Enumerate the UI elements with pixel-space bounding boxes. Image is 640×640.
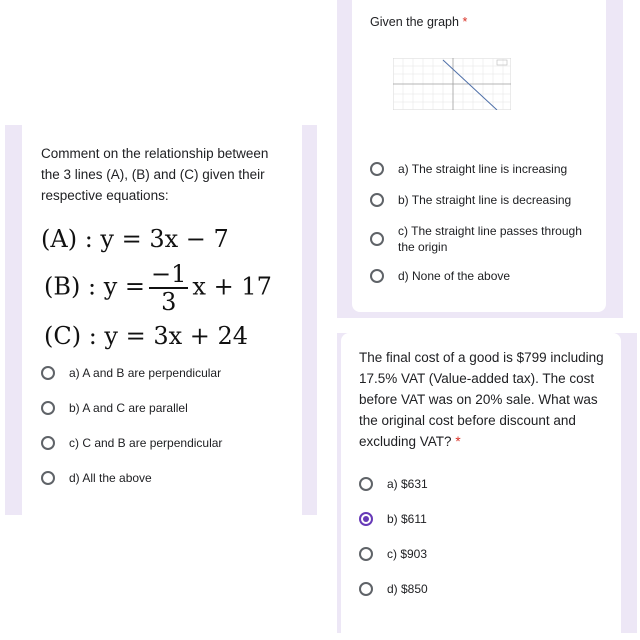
option-label: b) A and C are parallel	[69, 401, 188, 415]
option-vat-a[interactable]	[359, 476, 428, 492]
question-card-lines	[22, 125, 302, 515]
option-vat-c[interactable]	[359, 546, 427, 562]
option-label: c) $903	[387, 547, 428, 561]
option-label: c) The straight line passes through the origin	[398, 224, 582, 254]
option-lines-a[interactable]	[41, 365, 221, 381]
radio-button[interactable]	[41, 436, 55, 450]
question-title: Comment on the relationship between the 3 lines (A), (B) and (C) given their respective equations:	[41, 146, 269, 203]
radio-button[interactable]	[359, 477, 373, 491]
radio-button[interactable]	[359, 547, 373, 561]
equation-c: (C) : y = 3x + 24	[44, 322, 249, 350]
option-label: d) None of the above	[398, 269, 511, 283]
radio-button[interactable]	[370, 232, 384, 246]
option-graph-a[interactable]	[370, 161, 567, 177]
radio-button[interactable]	[41, 401, 55, 415]
option-label: b) $611	[387, 512, 427, 526]
radio-button[interactable]	[370, 269, 384, 283]
equation-b-denominator: 3	[161, 288, 177, 316]
option-label: b) The straight line is decreasing	[398, 193, 572, 207]
radio-button[interactable]	[41, 366, 55, 380]
radio-button[interactable]	[359, 582, 373, 596]
option-lines-c[interactable]	[41, 435, 222, 451]
equation-b-numerator: −1	[151, 260, 187, 288]
equation-b	[44, 261, 272, 315]
option-lines-d[interactable]	[41, 470, 152, 486]
radio-button[interactable]	[370, 193, 384, 207]
question-title: The final cost of a good is $799 including 17.5% VAT (Value-added tax). The cost before VAT was on 20% sale. What was the original cost before discount and excluding VAT? *	[359, 350, 604, 449]
option-graph-c[interactable]	[370, 223, 583, 255]
option-vat-b[interactable]	[359, 511, 427, 527]
graph-image	[393, 58, 511, 110]
equation-b-fraction	[149, 261, 188, 315]
option-label: a) The straight line is increasing	[398, 162, 568, 176]
option-graph-d[interactable]	[370, 268, 510, 284]
question-card-vat	[341, 333, 621, 633]
radio-button[interactable]	[41, 471, 55, 485]
option-graph-b[interactable]	[370, 192, 571, 208]
equation-b-suffix: x + 17	[192, 272, 272, 301]
required-asterisk: *	[462, 15, 468, 29]
option-label: a) A and B are perpendicular	[69, 366, 222, 380]
option-label: a) $631	[387, 477, 428, 491]
question-title: Given the graph *	[370, 15, 468, 29]
option-label: c) C and B are perpendicular	[69, 436, 223, 450]
radio-button[interactable]	[370, 162, 384, 176]
option-label: d) $850	[387, 582, 428, 596]
question-card-graph	[352, 0, 606, 312]
option-vat-d[interactable]	[359, 581, 428, 597]
equation-b-prefix: (B) : y =	[44, 272, 146, 301]
equation-a: (A) : y = 3x − 7	[41, 225, 229, 253]
radio-button-selected[interactable]	[359, 512, 373, 526]
required-asterisk: *	[455, 434, 461, 449]
option-lines-b[interactable]	[41, 400, 188, 416]
option-label: d) All the above	[69, 471, 152, 485]
